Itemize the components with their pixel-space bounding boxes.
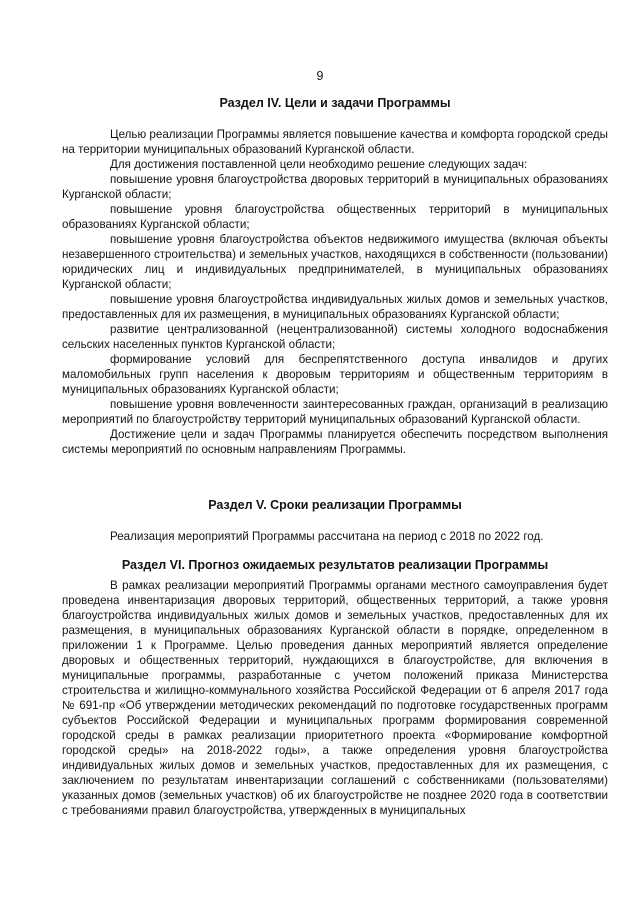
- task-item: формирование условий для беспрепятственного доступа инвалидов и других маломобильных групп населения к дворовым территориям и общественным территориям в муниципальных образованиях Курганской области;: [62, 353, 608, 396]
- task-item: повышение уровня вовлеченности заинтересованных граждан, организаций в реализацию мероприятий по благоустройству территорий муниципальных образований Курганской области.: [62, 398, 608, 426]
- section-5-body: [62, 529, 608, 544]
- section-6-body: [62, 578, 608, 818]
- task-item: повышение уровня благоустройства дворовых территорий в муниципальных образованиях Курганской области;: [62, 173, 608, 201]
- paragraph: Целью реализации Программы является повышение качества и комфорта городской среды на территории муниципальных образований Курганской области.: [62, 128, 608, 156]
- task-item: повышение уровня благоустройства объектов недвижимого имущества (включая объекты незавершенного строительства) и земельных участков, находящихся в собственности (пользовании) юридических лиц и индивидуальных предпринимателей, в муниципальных образованиях Курганской области;: [62, 233, 608, 291]
- section-4-title: Раздел IV. Цели и задачи Программы: [219, 96, 451, 110]
- page-number: 9: [316, 69, 324, 83]
- task-item: повышение уровня благоустройства общественных территорий в муниципальных образованиях Курганской области;: [62, 203, 608, 231]
- section-6-title: Раздел VI. Прогноз ожидаемых результатов реализации Программы: [121, 558, 549, 572]
- paragraph: Достижение цели и задач Программы планируется обеспечить посредством выполнения системы мероприятий по основным направлениям Программы.: [62, 428, 608, 456]
- section-4-body: [62, 127, 608, 457]
- paragraph: В рамках реализации мероприятий Программы органами местного самоуправления будет проведена инвентаризация дворовых территорий, общественных территорий, а также уровня благоустройства индивидуальных жилых домов и земельных участков, предоставленных для их размещения, в муниципальных образованиях Курганской области в порядке, определенном в приложении 1 к Программе. Целью проведения данных мероприятий является определение дворовых и общественных территорий, нуждающихся в благоустройстве, для включения в муниципальные программы, разработанные с учетом положений приказа Министерства строительства и жилищно-коммунального хозяйства Российской Федерации от 6 апреля 2017 года № 691-пр «Об утверждении методических рекомендаций по подготовке государственных программ субъектов Российской Федерации и муниципальных программ формирования современной городской среды в рамках реализации приоритетного проекта «Формирование комфортной городской среды» на 2018-2022 годы», а также определения уровня благоустройства индивидуальных жилых домов и земельных участков, предоставленных для их размещения, с заключением по результатам инвентаризации соглашений с собственниками (пользователями) указанных домов (земельных участков) об их благоустройстве не позднее 2020 года в соответствии с требованиями правил благоустройства, утвержденных в муниципальных: [62, 579, 608, 817]
- section-5-title: Раздел V. Сроки реализации Программы: [208, 498, 462, 512]
- task-item: развитие централизованной (нецентрализованной) системы холодного водоснабжения сельских населенных пунктов Курганской области;: [62, 323, 608, 351]
- task-item: повышение уровня благоустройства индивидуальных жилых домов и земельных участков, предоставленных для их размещения, в муниципальных образованиях Курганской области;: [62, 293, 608, 321]
- paragraph: Реализация мероприятий Программы рассчитана на период с 2018 по 2022 год.: [110, 530, 544, 543]
- paragraph: Для достижения поставленной цели необходимо решение следующих задач:: [110, 158, 528, 171]
